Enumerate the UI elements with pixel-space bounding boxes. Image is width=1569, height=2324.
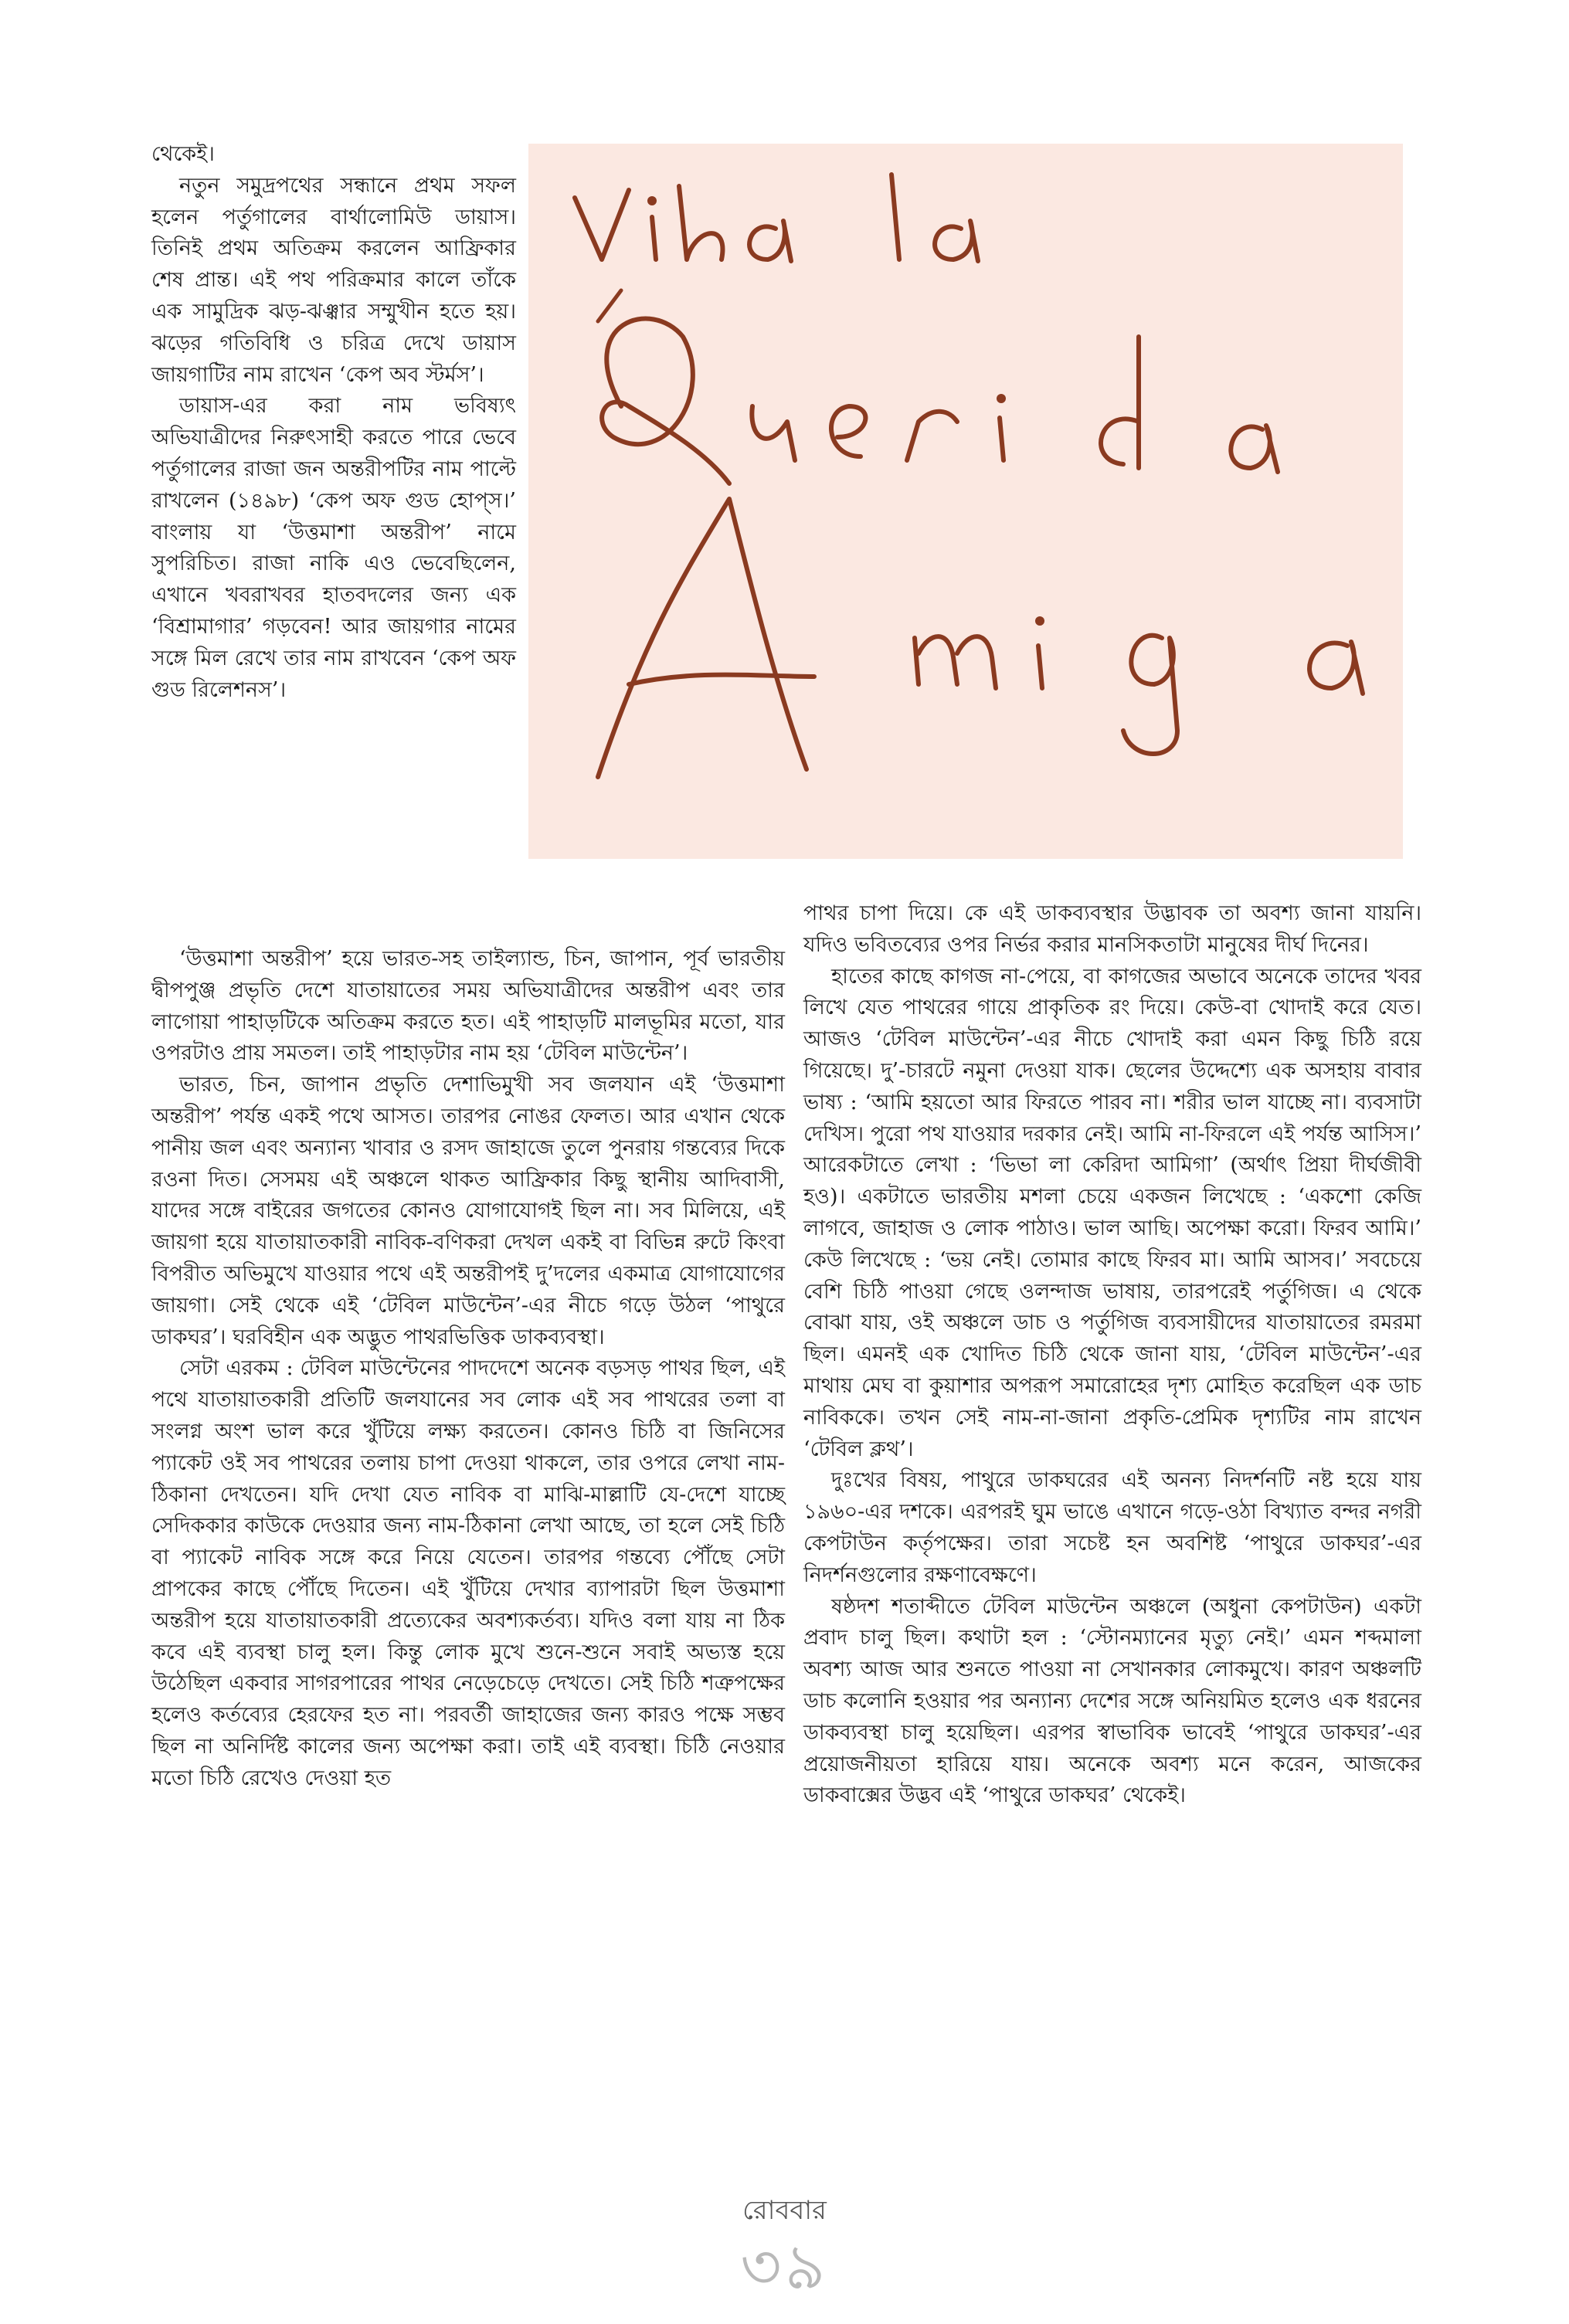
article-paragraph: হাতের কাছে কাগজ না-পেয়ে, বা কাগজের অভাবে অনেকে তাদের খবর লিখে যেত পাথরের গায়ে প্রাকৃতিক রং দিয়ে। কেউ-বা খোদাই করে যেত। আজও ‘টেবিল মাউন্টেন’-এর নীচে খোদাই করা এমন কিছু চিঠি রয়ে গিয়েছে। দু’-চারটে নমুনা দেওয়া যাক। ছেলের উদ্দেশ্যে এক অসহায় বাবার ভাষ্য : ‘আমি হয়তো আর ফিরতে পারব না। শরীর ভাল যাচ্ছে না। ব্যবসাটা দেখিস। পুরো পথ যাওয়ার দরকার নেই। আমি না-ফিরলে এই পর্যন্ত আসিস।’ আরেকটাতে লেখা : ‘ভিভা লা কেরিদা আমিগা’ (অর্থাৎ প্রিয়া দীর্ঘজীবী হও)। একটাতে ভারতীয় মশলা চেয়ে একজন লিখেছে : ‘একশো কেজি লাগবে, জাহাজ ও লোক পাঠাও। ভাল আছি। অপেক্ষা করো। ফিরব আমি।’ কেউ লিখেছে : ‘ভয় নেই। তোমার কাছে ফিরব মা। আমি আসব।’ সবচেয়ে বেশি চিঠি পাওয়া গেছে ওলন্দাজ ভাষায়, তারপরেই পর্তুগিজ। এ থেকে বোঝা যায়, ওই অঞ্চলে ডাচ ও পর্তুগিজ ব্যবসায়ীদের যাতায়াতের রমরমা ছিল। এমনই এক খোদিত চিঠি থেকে জানা যায়, ‘টেবিল মাউন্টেন’-এর মাথায় মেঘ বা কুয়াশার অপরূপ সমারোহের দৃশ্য মোহিত করেছিল এক ডাচ নাবিককে। তখন সেই নাম-না-জানা প্রকৃতি-প্রেমিক দৃশ্যটির নাম রাখেন ‘টেবিল ক্লথ’। — [803, 964, 1421, 1461]
article-column-right — [803, 898, 1421, 1812]
magazine-name: রোববার — [742, 2195, 827, 2226]
article-paragraph: নতুন সমুদ্রপথের সন্ধানে প্রথম সফল হলেন পর্তুগালের বার্থালোমিউ ডায়াস। তিনিই প্রথম অতিক্রম করলেন আফ্রিকার শেষ প্রান্ত। এই পথ পরিক্রমার কালে তাঁকে এক সামুদ্রিক ঝড়-ঝঞ্ঝার সম্মুখীন হতে হয়। ঝড়ের গতিবিধি ও চরিত্র দেখে ডায়াস জায়গাটির নাম রাখেন ‘কেপ অব স্টর্মস’। — [151, 173, 516, 387]
page-number: ৩৯ — [740, 2231, 829, 2304]
handwritten-illustration — [528, 144, 1403, 859]
handwriting-drawing — [528, 144, 1403, 859]
article-paragraph: পাথর চাপা দিয়ে। কে এই ডাকব্যবস্থার উদ্ভাবক তা অবশ্য জানা যায়নি। যদিও ভবিতব্যের ওপর নির্ভর করার মানসিকতাটা মানুষের দীর্ঘ দিনের। — [803, 901, 1421, 957]
article-paragraph: দুঃখের বিষয়, পাথুরে ডাকঘরের এই অনন্য নিদর্শনটি নষ্ট হয়ে যায় ১৯৬০-এর দশকে। এরপরই ঘুম ভাঙে এখানে গড়ে-ওঠা বিখ্যাত বন্দর নগরী কেপটাউন কর্তৃপক্ষের। তারা সচেষ্ট হন অবশিষ্ট ‘পাথুরে ডাকঘর’-এর নিদর্শনগুলোর রক্ষণাবেক্ষণে। — [803, 1468, 1421, 1587]
article-paragraph: ‘উত্তমাশা অন্তরীপ’ হয়ে ভারত-সহ তাইল্যান্ড, চিন, জাপান, পূর্ব ভারতীয় দ্বীপপুঞ্জ প্রভৃতি দেশে যাতায়াতের সময় অভিযাত্রীদের অন্তরীপ এবং তার লাগোয়া পাহাড়টিকে অতিক্রম করতে হত। এই পাহাড়টি মালভূমির মতো, যার ওপরটাও প্রায় সমতল। তাই পাহাড়টার নাম হয় ‘টেবিল মাউন্টেন’। — [151, 947, 785, 1066]
article-column-left — [151, 944, 785, 1795]
article-paragraph: ভারত, চিন, জাপান প্রভৃতি দেশাভিমুখী সব জলযান এই ‘উত্তমাশা অন্তরীপ’ পর্যন্ত একই পথে আসত। তারপর নোঙর ফেলত। আর এখান থেকে পানীয় জল এবং অন্যান্য খাবার ও রসদ জাহাজে তুলে পুনরায় গন্তব্যের দিকে রওনা দিত। সেসময় এই অঞ্চলে থাকত আফ্রিকার কিছু স্থানীয় আদিবাসী, যাদের সঙ্গে বাইরের জগতের কোনও যোগাযোগই ছিল না। সব মিলিয়ে, এই জায়গা হয়ে যাতায়াতকারী নাবিক-বণিকরা দেখল একই বা বিভিন্ন রুটে কিংবা বিপরীত অভিমুখে যাওয়ার পথে এই অন্তরীপই দু’দলের একমাত্র যোগাযোগের জায়গা। সেই থেকে এই ‘টেবিল মাউন্টেন’-এর নীচে গড়ে উঠল ‘পাথুরে ডাকঘর’। ঘরবিহীন এক অদ্ভুত পাথরভিত্তিক ডাকব্যবস্থা। — [151, 1073, 785, 1349]
article-paragraph: থেকেই। — [151, 142, 215, 166]
article-paragraph: ডায়াস-এর করা নাম ভবিষ্যৎ অভিযাত্রীদের নিরুৎসাহী করতে পারে ভেবে পর্তুগালের রাজা জন অন্তরীপটির নাম পাল্টে রাখলেন (১৪৯৮) ‘কেপ অফ গুড হোপ্‌স।’ বাংলায় যা ‘উত্তমাশা অন্তরীপ’ নামে সুপরিচিত। রাজা নাকি এও ভেবেছিলেন, এখানে খবরাখবর হাতবদলের জন্য এক ‘বিশ্রামাগার’ গড়বেন! আর জায়গার নামের সঙ্গে মিল রেখে তার নাম রাখবেন ‘কেপ অফ গুড রিলেশনস’। — [151, 394, 516, 702]
article-paragraph: সেটা এরকম : টেবিল মাউন্টেনের পাদদেশে অনেক বড়সড় পাথর ছিল, এই পথে যাতায়াতকারী প্রতিটি জলযানের সব লোক এই সব পাথরের তলা বা সংলগ্ন অংশ ভাল করে খুঁটিয়ে লক্ষ্য করতেন। কোনও চিঠি বা জিনিসের প্যাকেট ওই সব পাথরের তলায় চাপা দেওয়া থাকলে, তার ওপরে লেখা নাম-ঠিকানা দেখতেন। যদি দেখা যেত নাবিক বা মাঝি-মাল্লাটি যে-দেশে যাচ্ছে সেদিককার কাউকে দেওয়ার জন্য নাম-ঠিকানা লেখা আছে, তা হলে সেই চিঠি বা প্যাকেট নাবিক সঙ্গে করে নিয়ে যেতেন। তারপর গন্তব্যে পৌঁছে সেটা প্রাপকের কাছে পৌঁছে দিতেন। এই খুঁটিয়ে দেখার ব্যাপারটা ছিল উত্তমাশা অন্তরীপ হয়ে যাতায়াতকারী প্রত্যেকের অবশ্যকর্তব্য। যদিও বলা যায় না ঠিক কবে এই ব্যবস্থা চালু হল। কিন্তু লোক মুখে শুনে-শুনে সবাই অভ্যস্ত হয়ে উঠেছিল একবার সাগরপারের পাথর নেড়েচেড়ে দেখতে। সেই চিঠি শত্রুপক্ষের হলেও কর্তব্যের হেরফের হত না। পরবর্তী জাহাজের জন্য কারও পক্ষে সম্ভব ছিল না অনির্দিষ্ট কালের জন্য অপেক্ষা করা। তাই এই ব্যবস্থা। চিঠি নেওয়ার মতো চিঠি রেখেও দেওয়া হত — [151, 1356, 785, 1790]
article-column-top-left — [151, 139, 516, 706]
article-paragraph: ষষ্ঠদশ শতাব্দীতে টেবিল মাউন্টেন অঞ্চলে (অধুনা কেপটাউন) একটা প্রবাদ চালু ছিল। কথাটা হল : ‘স্টোনম্যানের মৃত্যু নেই।’ এমন শব্দমালা অবশ্য আজ আর শুনতে পাওয়া না সেখানকার লোকমুখে। কারণ অঞ্চলটি ডাচ কলোনি হওয়ার পর অন্যান্য দেশের সঙ্গে অনিয়মিত হলেও এক ধরনের ডাকব্যবস্থা চালু হয়েছিল। এরপর স্বাভাবিক ভাবেই ‘পাথুরে ডাকঘর’-এর প্রয়োজনীয়তা হারিয়ে যায়। অনেকে অবশ্য মনে করেন, আজকের ডাকবাক্সের উদ্ভব এই ‘পাথুরে ডাকঘর’ থেকেই। — [803, 1594, 1421, 1808]
